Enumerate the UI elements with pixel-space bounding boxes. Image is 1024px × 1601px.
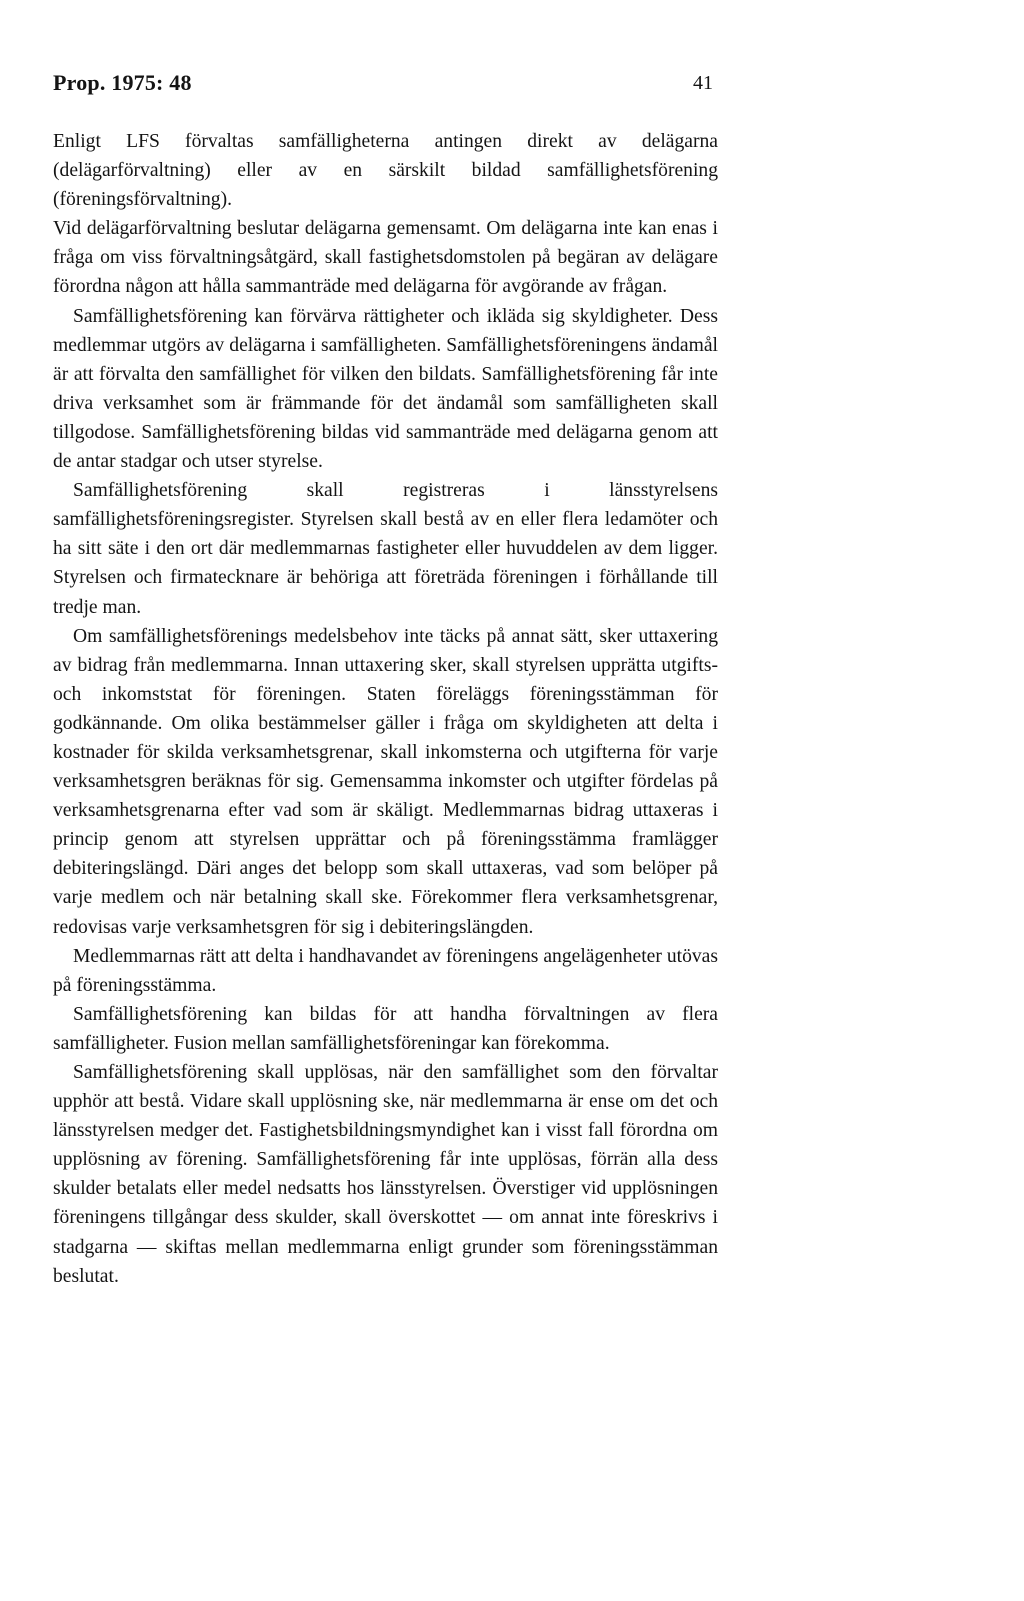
document-reference: Prop. 1975: 48	[53, 70, 192, 95]
page-number: 41	[693, 72, 713, 94]
body-text	[53, 127, 718, 1291]
paragraph-samfallighetsforening: Samfällighetsförening kan förvärva rättigheter och ikläda sig skyldigheter. Dess medlemmar utgörs av delägarna i samfälligheten. Samfällighetsföreningens ändamål är att förvalta den samfällighet för vilken den bildats. Samfällighetsförening får inte driva verksamhet som är främmande för det ändamål som samfälligheten skall tillgodose. Samfällighetsförening bildas vid sammanträde med delägarna genom att de antar stadgar och utser styrelse.	[53, 305, 718, 473]
paragraph-registrering: Samfällighetsförening skall registreras i länsstyrelsens samfällighetsföreningsregister. Styrelsen skall bestå av en eller flera ledamöter och ha sitt säte i den ort där medlemmarnas fastigheter eller huvuddelen av dem ligger. Styrelsen och firmatecknare är behöriga att företräda föreningen i förhållande till tredje man.	[53, 480, 718, 618]
paragraph-upplosning: Samfällighetsförening skall upplösas, när den samfällighet som den förvaltar upphör att bestå. Vidare skall upplösning ske, när medlemmarna är ense om det och länsstyrelsen medger det. Fastighetsbildningsmyndighet kan i visst fall förordna om upplösning av förening. Samfällighetsförening får inte upplösas, förrän alla dess skulder betalats eller medel nedsatts hos länsstyrelsen. Överstiger vid upplösningen föreningens tillgångar dess skulder, skall överskottet — om annat inte föreskrivs i stadgarna — skiftas mellan medlemmarna enligt grunder som föreningsstämman beslutat.	[53, 1062, 718, 1287]
paragraph-foreningsstamma: Medlemmarnas rätt att delta i handhavandet av föreningens angelägenheter utövas på föreningsstämma.	[53, 945, 718, 996]
paragraph-uttaxering: Om samfällighetsförenings medelsbehov inte täcks på annat sätt, sker uttaxering av bidrag från medlemmarna. Innan uttaxering sker, skall styrelsen upprätta utgifts- och inkomststat för föreningen. Staten föreläggs föreningsstämman för godkännande. Om olika bestämmelser gäller i fråga om skyldigheten att delta i kostnader för skilda verksamhetsgrenar, skall inkomsterna och utgifterna för varje verksamhetsgren beräknas för sig. Gemensamma inkomster och utgifter fördelas på verksamhetsgrenarna efter vad som är skäligt. Medlemmarnas bidrag uttaxeras i princip genom att styrelsen upprättar och på föreningsstämma framlägger debiteringslängd. Däri anges det belopp som skall uttaxeras, vad som belöper på varje medlem och när betalning skall ske. Förekommer flera verksamhetsgrenar, redovisas varje verksamhetsgren för sig i debiteringslängden.	[53, 625, 718, 938]
paragraph-fusion: Samfällighetsförening kan bildas för att handha förvaltningen av flera samfälligheter. Fusion mellan samfällighetsföreningar kan förekomma.	[53, 1003, 718, 1054]
paragraph-delagarforvaltning: Vid delägarförvaltning beslutar delägarna gemensamt. Om delägarna inte kan enas i fråga om viss förvaltningsåtgärd, skall fastighetsdomstolen på begäran av delägare förordna någon att hålla sammanträde med delägarna för avgörande av frågan.	[53, 218, 718, 298]
paragraph-intro: Enligt LFS förvaltas samfälligheterna antingen direkt av delägarna (delägarförvaltning) eller av en särskilt bildad samfällighetsförening (föreningsförvaltning).	[53, 131, 718, 211]
page-header	[53, 70, 713, 100]
